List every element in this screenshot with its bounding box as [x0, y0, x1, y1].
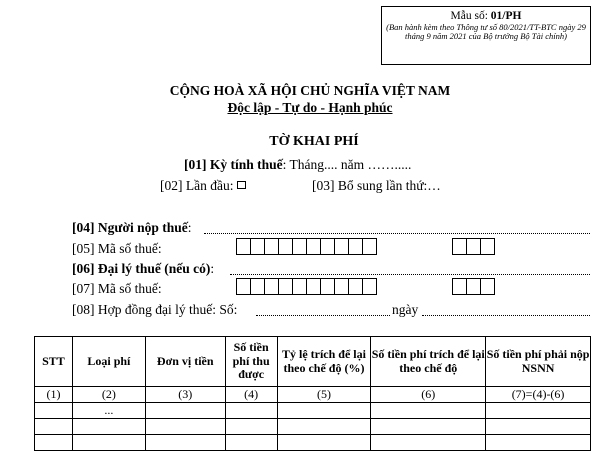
branch-code-cell[interactable] — [480, 238, 495, 255]
index-cell: (3) — [145, 387, 225, 403]
tax-code-cell[interactable] — [334, 278, 349, 295]
tax-code-cell[interactable] — [348, 238, 363, 255]
index-cell: (7)=(4)-(6) — [486, 387, 591, 403]
table-index-row — [35, 387, 591, 403]
index-cell: (1) — [35, 387, 73, 403]
supplement-field[interactable] — [312, 178, 441, 194]
table-cell[interactable] — [486, 403, 591, 419]
col-header-stt: STT — [35, 337, 73, 387]
tax-code-cell[interactable] — [236, 278, 251, 295]
index-cell: (2) — [72, 387, 145, 403]
tax-code-cell[interactable] — [250, 238, 265, 255]
taxpayer-name-input[interactable] — [204, 233, 590, 234]
tax-period-label: [01] Kỳ tính thuế — [184, 157, 283, 172]
agency-contract-number-input[interactable] — [256, 315, 390, 316]
table-cell[interactable] — [371, 435, 486, 451]
col-header-retained-amount: Số tiền phí trích để lại theo chế độ — [371, 337, 486, 387]
branch-code-cell[interactable] — [466, 278, 481, 295]
table-cell[interactable] — [277, 419, 371, 435]
table-row — [35, 403, 591, 419]
table-header-row — [35, 337, 591, 387]
tax-code-cell[interactable] — [264, 278, 279, 295]
table-cell[interactable] — [35, 435, 73, 451]
table-cell[interactable] — [145, 419, 225, 435]
table-row — [35, 435, 591, 451]
branch-code-cell[interactable] — [452, 278, 467, 295]
taxpayer-tax-code-boxes[interactable] — [236, 238, 377, 255]
form-title: TỜ KHAI PHÍ — [269, 134, 359, 149]
taxpayer-tax-code-label: [05] Mã số thuế: — [72, 241, 162, 256]
agent-tax-code-label: [07] Mã số thuế: — [72, 281, 162, 296]
tax-code-cell[interactable] — [264, 238, 279, 255]
fee-table — [34, 336, 591, 451]
tax-code-cell[interactable] — [278, 278, 293, 295]
table-cell[interactable] — [72, 419, 145, 435]
agency-contract-date-label: ngày — [392, 302, 419, 317]
table-cell[interactable] — [35, 419, 73, 435]
tax-code-cell[interactable] — [278, 238, 293, 255]
col-header-fee-type: Loại phí — [72, 337, 145, 387]
supplement-label: [03] Bổ sung lần thứ:… — [312, 178, 441, 193]
index-cell: (6) — [371, 387, 486, 403]
branch-code-cell[interactable] — [452, 238, 467, 255]
agency-contract-label: [08] Hợp đồng đại lý thuế: Số: — [72, 302, 238, 317]
form-number-label: Mẫu số: — [450, 10, 491, 22]
taxpayer-name-colon: : — [187, 220, 192, 235]
table-cell[interactable] — [486, 419, 591, 435]
tax-code-cell[interactable] — [334, 238, 349, 255]
table-cell[interactable] — [225, 435, 277, 451]
tax-code-cell[interactable] — [362, 278, 377, 295]
index-cell: (5) — [277, 387, 371, 403]
motto-heading: Độc lập - Tự do - Hạnh phúc — [227, 100, 393, 115]
form-number-value: 01/PH — [490, 10, 522, 22]
tax-code-cell[interactable] — [362, 238, 377, 255]
tax-code-cell[interactable] — [292, 278, 307, 295]
issued-note: (Ban hành kèm theo Thông tư số 80/2021/TT-BTC ngày 29 tháng 9 năm 2021 của Bộ trưởng Bộ Tài chính) — [386, 21, 586, 41]
branch-code-cell[interactable] — [466, 238, 481, 255]
agent-name-colon: : — [210, 261, 215, 276]
tax-code-cell[interactable] — [320, 238, 335, 255]
table-cell[interactable] — [72, 435, 145, 451]
form-number — [382, 10, 590, 23]
tax-code-cell[interactable] — [250, 278, 265, 295]
agent-name-text: [06] Đại lý thuế (nếu có) — [72, 261, 211, 276]
agent-name-label — [72, 261, 214, 277]
tax-code-cell[interactable] — [348, 278, 363, 295]
table-cell[interactable] — [486, 435, 591, 451]
col-header-fee-collected: Số tiền phí thu được — [225, 337, 277, 387]
table-cell[interactable] — [145, 435, 225, 451]
table-cell[interactable] — [371, 419, 486, 435]
first-time-label: [02] Lần đầu: — [160, 178, 234, 193]
first-time-checkbox[interactable] — [237, 181, 246, 189]
tax-code-cell[interactable] — [292, 238, 307, 255]
taxpayer-branch-code-boxes[interactable] — [452, 238, 495, 255]
table-cell[interactable] — [35, 403, 73, 419]
tax-code-cell[interactable] — [306, 238, 321, 255]
taxpayer-name-text: [04] Người nộp thuế — [72, 220, 188, 235]
agent-tax-code-boxes[interactable] — [236, 278, 377, 295]
index-cell: (4) — [225, 387, 277, 403]
form-number-box — [381, 6, 591, 65]
tax-period-field[interactable] — [184, 157, 411, 173]
tax-period-value: : Tháng.... năm ……..... — [282, 157, 412, 172]
table-cell[interactable] — [225, 403, 277, 419]
table-cell[interactable] — [277, 435, 371, 451]
table-cell[interactable] — [277, 403, 371, 419]
tax-code-cell[interactable] — [306, 278, 321, 295]
agency-contract-date-input[interactable] — [422, 315, 590, 316]
taxpayer-name-label — [72, 220, 191, 236]
table-cell[interactable] — [145, 403, 225, 419]
ellipsis-text: ... — [104, 403, 114, 417]
col-header-payable-amount: Số tiền phí phải nộp NSNN — [486, 337, 591, 387]
col-header-retention-rate: Tỷ lệ trích để lại theo chế độ (%) — [277, 337, 371, 387]
table-cell[interactable] — [72, 403, 145, 419]
nation-heading: CỘNG HOÀ XÃ HỘI CHỦ NGHĨA VIỆT NAM — [169, 83, 451, 98]
table-cell[interactable] — [371, 403, 486, 419]
branch-code-cell[interactable] — [480, 278, 495, 295]
agent-name-input[interactable] — [230, 274, 590, 275]
tax-code-cell[interactable] — [236, 238, 251, 255]
tax-code-cell[interactable] — [320, 278, 335, 295]
first-time-field — [160, 178, 246, 194]
table-cell[interactable] — [225, 419, 277, 435]
agent-branch-code-boxes[interactable] — [452, 278, 495, 295]
col-header-currency: Đơn vị tiền — [145, 337, 225, 387]
table-row — [35, 419, 591, 435]
